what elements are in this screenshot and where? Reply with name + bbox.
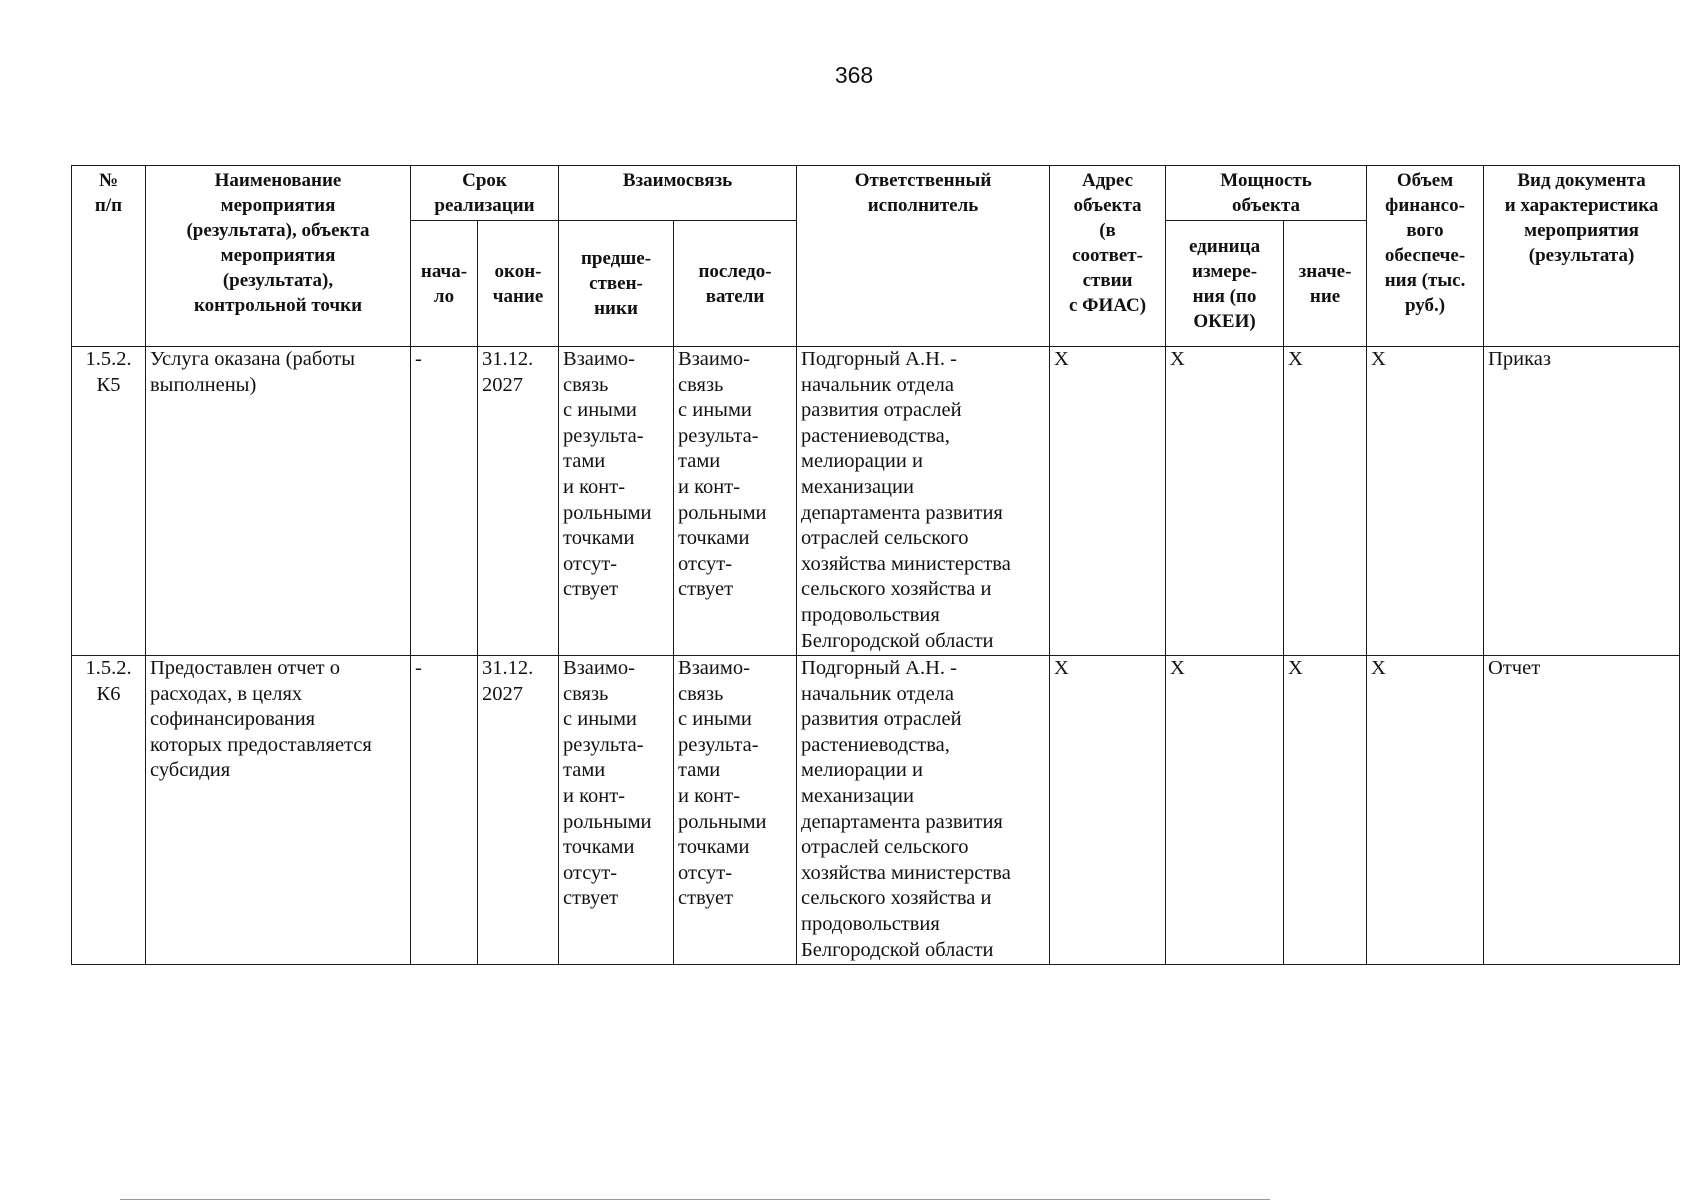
header-address: Адрес объекта (в соответ- ствии с ФИАС) [1050, 166, 1166, 347]
header-num: № п/п [72, 166, 146, 347]
cell-funding: X [1367, 656, 1484, 965]
header-document: Вид документа и характеристика мероприятия (результата) [1484, 166, 1680, 347]
table-row [72, 656, 1680, 965]
header-capacity-unit: единица измере- ния (по ОКЕИ) [1166, 221, 1284, 347]
cell-name: Услуга оказана (работы выполнены) [146, 347, 411, 656]
cell-value: X [1284, 347, 1367, 656]
table-header [72, 166, 1680, 347]
cell-document: Приказ [1484, 347, 1680, 656]
cell-prev: Взаимо- связь с иными результа- тами и конт- рольными точками отсут- ствует [559, 347, 674, 656]
header-funding: Объем финансо- вого обеспече- ния (тыс. руб.) [1367, 166, 1484, 347]
cell-next: Взаимо- связь с иными результа- тами и конт- рольными точками отсут- ствует [674, 656, 797, 965]
cell-responsible: Подгорный А.Н. - начальник отдела развития отраслей растениеводства, мелиорации и механизации департамента развития отраслей сельского хозяйства министерства сельского хозяйства и продовольствия Белгородской области [797, 656, 1050, 965]
cell-end: 31.12. 2027 [478, 347, 559, 656]
header-term-start: нача- ло [411, 221, 478, 347]
cell-name: Предоставлен отчет о расходах, в целях софинансирования которых предоставляется субсидия [146, 656, 411, 965]
cell-value: X [1284, 656, 1367, 965]
header-relation-prev: предше- ствен- ники [559, 221, 674, 347]
plan-table [71, 165, 1680, 965]
table-row [72, 347, 1680, 656]
cell-address: X [1050, 656, 1166, 965]
header-responsible: Ответственный исполнитель [797, 166, 1050, 347]
header-term-end: окон- чание [478, 221, 559, 347]
header-relation-next: последо- ватели [674, 221, 797, 347]
cell-end: 31.12. 2027 [478, 656, 559, 965]
cell-prev: Взаимо- связь с иными результа- тами и конт- рольными точками отсут- ствует [559, 656, 674, 965]
cell-responsible: Подгорный А.Н. - начальник отдела развития отраслей растениеводства, мелиорации и механизации департамента развития отраслей сельского хозяйства министерства сельского хозяйства и продовольствия Белгородской области [797, 347, 1050, 656]
header-capacity-value: значе- ние [1284, 221, 1367, 347]
cell-num: 1.5.2. К5 [72, 347, 146, 656]
cell-document: Отчет [1484, 656, 1680, 965]
cell-next: Взаимо- связь с иными результа- тами и конт- рольными точками отсут- ствует [674, 347, 797, 656]
table-body [72, 347, 1680, 965]
header-relation: Взаимосвязь [559, 166, 797, 221]
header-term: Срок реализации [411, 166, 559, 221]
cell-start: - [411, 347, 478, 656]
cell-address: X [1050, 347, 1166, 656]
header-capacity: Мощность объекта [1166, 166, 1367, 221]
cell-num: 1.5.2. К6 [72, 656, 146, 965]
header-row [72, 166, 1680, 221]
cell-funding: X [1367, 347, 1484, 656]
cell-unit: X [1166, 656, 1284, 965]
cell-unit: X [1166, 347, 1284, 656]
page-number: 368 [834, 62, 874, 88]
header-name: Наименование мероприятия (результата), объекта мероприятия (результата), контрольной точки [146, 166, 411, 347]
cell-start: - [411, 656, 478, 965]
